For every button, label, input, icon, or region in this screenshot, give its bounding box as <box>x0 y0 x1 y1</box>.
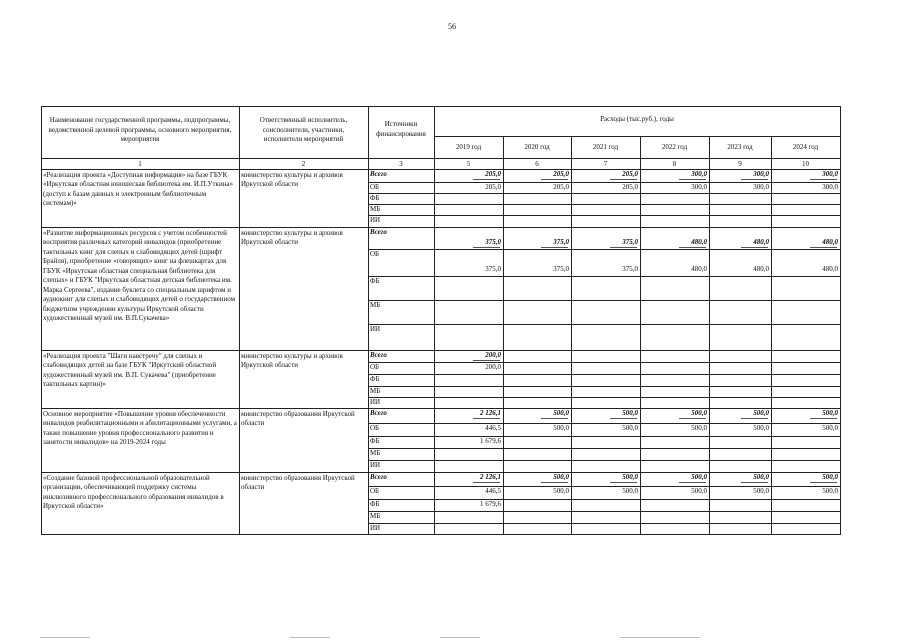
source-label: ФБ <box>370 375 380 383</box>
amount-value: 500,0 <box>753 424 769 432</box>
header-year: 2020 год <box>524 143 550 151</box>
amount-value: 300,0 <box>691 183 707 191</box>
amount-value: 205,0 <box>553 170 569 178</box>
amount-value: 446,5 <box>485 487 501 495</box>
amount-value: 500,0 <box>822 487 838 495</box>
source-label: ОБ <box>370 250 380 258</box>
amount-value: 300,0 <box>753 170 769 178</box>
grid-line <box>368 249 841 250</box>
amount-value: 480,0 <box>753 265 769 273</box>
amount-value: 300,0 <box>691 170 707 178</box>
amount-value: 2 126,1 <box>480 409 501 417</box>
amount-value: 500,0 <box>553 424 569 432</box>
amount-value: 500,0 <box>553 473 569 481</box>
source-label: Всего <box>370 473 387 481</box>
column-number: 10 <box>802 159 809 168</box>
source-label: ФБ <box>370 437 380 445</box>
amount-value: 480,0 <box>691 238 707 246</box>
executor-name: министерство культуры и архивов Иркутской области <box>241 170 343 188</box>
scan-artifact <box>290 637 330 638</box>
amount-underline <box>741 247 768 248</box>
activity-name: Основное мероприятие «Повышение уровня обеспеченности инвалидов реабилитационными и абилитационными услугами, а также повышение уровня профессионального развития и занятости инвалидов» на 2019-2024 годы <box>43 409 237 446</box>
amount-value: 500,0 <box>822 424 838 432</box>
source-label: ОБ <box>370 363 380 371</box>
source-label: ИИ <box>370 398 381 406</box>
column-number: 3 <box>399 159 403 168</box>
source-label: Всего <box>370 228 387 236</box>
grid-line <box>368 204 841 205</box>
amount-underline <box>541 179 568 180</box>
amount-value: 500,0 <box>691 409 707 417</box>
amount-value: 375,0 <box>622 265 638 273</box>
amount-value: 375,0 <box>553 265 569 273</box>
amount-value: 375,0 <box>485 265 501 273</box>
grid-line <box>368 460 841 461</box>
amount-underline <box>610 179 637 180</box>
amount-value: 205,0 <box>622 183 638 191</box>
amount-underline <box>610 247 637 248</box>
column-number: 9 <box>738 159 742 168</box>
page-number: 56 <box>448 22 456 31</box>
header-year: 2023 год <box>727 143 753 151</box>
amount-value: 500,0 <box>553 409 569 417</box>
amount-value: 200,0 <box>485 351 501 359</box>
amount-underline <box>541 247 568 248</box>
amount-underline <box>810 418 837 419</box>
amount-value: 500,0 <box>622 424 638 432</box>
amount-underline <box>741 418 768 419</box>
amount-underline <box>610 482 637 483</box>
amount-value: 205,0 <box>622 170 638 178</box>
amount-underline <box>473 418 500 419</box>
grid-line <box>368 324 841 325</box>
amount-underline <box>679 179 706 180</box>
amount-value: 500,0 <box>553 487 569 495</box>
grid-line <box>434 136 841 137</box>
grid-line <box>41 106 42 535</box>
source-label: ФБ <box>370 277 380 285</box>
amount-value: 500,0 <box>691 487 707 495</box>
amount-value: 480,0 <box>753 238 769 246</box>
amount-value: 2 126,1 <box>480 473 501 481</box>
grid-line <box>368 448 841 449</box>
source-label: МБ <box>370 205 381 213</box>
grid-line <box>239 106 240 535</box>
source-label: Всего <box>370 170 387 178</box>
amount-value: 500,0 <box>753 473 769 481</box>
source-label: МБ <box>370 512 381 520</box>
scan-artifact <box>40 637 90 638</box>
amount-value: 375,0 <box>622 238 638 246</box>
source-label: ИИ <box>370 325 381 333</box>
amount-value: 500,0 <box>753 409 769 417</box>
grid-line <box>368 386 841 387</box>
source-label: МБ <box>370 301 381 309</box>
header-source: Источники финансирования <box>376 120 426 138</box>
amount-value: 200,0 <box>485 363 501 371</box>
header-year: 2024 год <box>792 143 819 151</box>
activity-name: «Развитие информационных ресурсов с учетом особенностей восприятия различных категорий инвалидов (приобретение тактильных книг для слепых и слабовидящих детей (шрифт Брайля), приобретение «говорящих» книг на флешкартах для ГБУК «Иркутская областная специальная библиотека для слепых» и ГБУК "Иркутская областная детская библиотека им. Марка Сергеева", издание буклета со специальным шрифтом и аудиокниг для слепых и слабовидящих детей о государственном бюджетном учреждении культуры Иркутской области художественный музей им. В.П.Сукачева» <box>43 228 236 322</box>
column-number: 2 <box>301 159 306 168</box>
amount-value: 480,0 <box>822 265 838 273</box>
column-number: 1 <box>138 159 142 168</box>
header-year: 2022 год <box>661 143 688 151</box>
source-label: МБ <box>370 449 381 457</box>
amount-value: 1 679,6 <box>480 437 501 445</box>
source-label: Всего <box>370 351 387 359</box>
amount-value: 500,0 <box>753 487 769 495</box>
scan-artifact <box>440 637 480 638</box>
amount-value: 375,0 <box>553 238 569 246</box>
grid-line <box>368 374 841 375</box>
amount-value: 500,0 <box>691 473 707 481</box>
amount-value: 480,0 <box>822 238 838 246</box>
amount-value: 205,0 <box>485 170 501 178</box>
amount-underline <box>473 247 500 248</box>
source-label: ОБ <box>370 424 380 432</box>
grid-line <box>368 523 841 524</box>
grid-line <box>41 106 841 107</box>
grid-line <box>368 193 841 194</box>
source-label: ФБ <box>370 194 380 202</box>
grid-line <box>368 215 841 216</box>
activity-name: «Реализация проекта «Доступная информация» на базе ГБУК «Иркутская областная юношеская библиотека им. И.П.Уткина» (доступ к базам данных и электронным библиотечным системам)» <box>43 170 234 207</box>
source-label: ИИ <box>370 524 381 532</box>
amount-underline <box>810 482 837 483</box>
source-label: Всего <box>370 409 387 417</box>
column-number: 6 <box>535 159 539 168</box>
amount-value: 500,0 <box>822 473 838 481</box>
amount-underline <box>810 179 837 180</box>
source-label: ИИ <box>370 216 381 224</box>
column-number: 5 <box>466 159 471 168</box>
amount-value: 500,0 <box>622 409 638 417</box>
grid-line <box>368 397 841 398</box>
amount-underline <box>679 418 706 419</box>
amount-value: 300,0 <box>822 183 838 191</box>
source-label: ИИ <box>370 461 381 469</box>
activity-name: «Создание базовой профессиональной образовательной организации, обеспечивающей поддержку системы инклюзивного профессионального образования инвалидов в Иркутской области» <box>43 473 224 510</box>
amount-underline <box>741 482 768 483</box>
amount-value: 1 679,6 <box>480 500 501 508</box>
source-label: ФБ <box>370 500 380 508</box>
amount-underline <box>679 247 706 248</box>
amount-value: 446,5 <box>485 424 501 432</box>
amount-value: 500,0 <box>822 409 838 417</box>
amount-underline <box>679 482 706 483</box>
source-label: ОБ <box>370 183 380 191</box>
source-label: ОБ <box>370 487 380 495</box>
amount-value: 205,0 <box>553 183 569 191</box>
activity-name: «Реализация проекта "Шаги навстречу" для слепых и слабовидящих детей на базе ГБУК "Иркутский областной художественный музей им. В.П. Сукачева" (приобретение тактильных картин)» <box>43 351 217 388</box>
amount-underline <box>541 482 568 483</box>
column-number: 7 <box>603 159 608 168</box>
amount-value: 480,0 <box>691 265 707 273</box>
header-executor: Ответственный исполнитель, соисполнители, участники, исполнители мероприятий <box>259 116 348 143</box>
amount-underline <box>610 418 637 419</box>
amount-value: 375,0 <box>485 238 501 246</box>
amount-value: 300,0 <box>753 183 769 191</box>
executor-name: министерство культуры и архивов Иркутской области <box>241 351 343 369</box>
grid-line <box>368 300 841 301</box>
scan-artifact <box>620 637 700 638</box>
source-label: МБ <box>370 387 381 395</box>
amount-value: 500,0 <box>691 424 707 432</box>
amount-underline <box>741 179 768 180</box>
grid-line <box>840 106 841 535</box>
header-expenses: Расходы (тыс.руб.), годы <box>600 115 674 123</box>
amount-value: 500,0 <box>622 473 638 481</box>
column-number: 8 <box>672 159 677 168</box>
amount-value: 300,0 <box>822 170 838 178</box>
grid-line <box>41 534 841 535</box>
amount-value: 205,0 <box>485 183 501 191</box>
header-name: Наименование государственной программы, подпрограммы, ведомственной целевой программы, основного мероприятия, мероприятия <box>48 116 232 143</box>
executor-name: министерство культуры и архивов Иркутской области <box>241 228 343 246</box>
amount-underline <box>473 360 500 361</box>
grid-line <box>368 511 841 512</box>
amount-underline <box>473 179 500 180</box>
amount-underline <box>473 482 500 483</box>
header-year: 2021 год <box>592 143 619 151</box>
grid-line <box>368 276 841 277</box>
executor-name: министерство образования Иркутской области <box>241 409 355 427</box>
executor-name: министерство образования Иркутской области <box>241 473 355 491</box>
amount-underline <box>810 247 837 248</box>
amount-underline <box>541 418 568 419</box>
grid-line <box>368 106 369 535</box>
header-year: 2019 год <box>455 143 482 151</box>
amount-value: 500,0 <box>622 487 638 495</box>
